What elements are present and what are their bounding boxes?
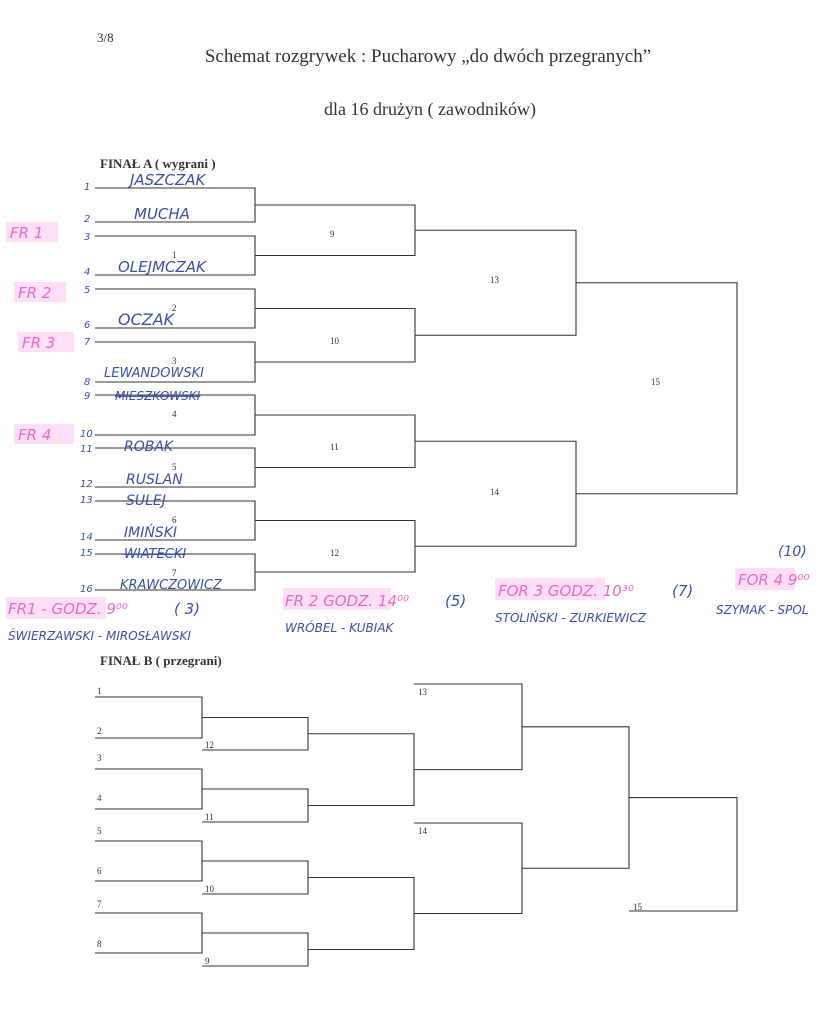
player-name: OCZAK xyxy=(118,310,175,329)
slot-number: 12 xyxy=(80,479,93,490)
player-name: JASZCZAK xyxy=(130,171,206,189)
schedule-number: (5) xyxy=(445,592,467,610)
slot-number: 16 xyxy=(80,584,93,595)
slot-number: 2 xyxy=(84,214,91,225)
match-number: 13 xyxy=(490,275,499,285)
slot-number: 5 xyxy=(84,285,91,296)
match-number: 12 xyxy=(330,548,339,558)
player-name: ROBAK xyxy=(124,439,174,455)
final-b-match-numbers xyxy=(205,687,643,966)
bracket-line xyxy=(202,718,308,751)
player-name: LEWANDOWSKI xyxy=(104,366,204,381)
bracket-line xyxy=(576,283,737,494)
player-name: WIATECKI xyxy=(124,547,187,562)
bracket-line xyxy=(202,789,308,822)
schedule-number: (7) xyxy=(672,582,694,600)
schedule-players: STOLIŃSKI - ZURKIEWICZ xyxy=(495,611,646,625)
slot-number: 8 xyxy=(84,377,91,388)
bracket-line xyxy=(95,769,202,809)
player-name: RUSLAN xyxy=(126,472,183,488)
bracket-line xyxy=(414,684,522,770)
bracket-line xyxy=(308,878,414,950)
schedule-players: SZYMAK - SPOL xyxy=(716,603,809,617)
match-number: 14 xyxy=(418,826,427,836)
schedule-number: (10) xyxy=(778,544,807,560)
slot-number: 14 xyxy=(80,532,93,543)
schedule-players: WRÓBEL - KUBIAK xyxy=(285,621,394,635)
match-number: 2 xyxy=(172,303,177,313)
player-name: KRAWCZOWICZ xyxy=(120,578,222,593)
slot-number: 5 xyxy=(97,826,102,836)
slot-number: 8 xyxy=(97,939,102,949)
bracket-line xyxy=(414,823,522,914)
bracket-line xyxy=(95,913,202,953)
match-number: 15 xyxy=(633,902,642,912)
slot-number: 7 xyxy=(84,337,91,348)
final-b-bracket xyxy=(95,684,737,966)
match-number: 11 xyxy=(330,442,339,452)
match-number: 7 xyxy=(172,568,177,578)
match-number: 15 xyxy=(651,377,660,387)
page-subtitle: dla 16 drużyn ( zawodników) xyxy=(324,99,536,119)
match-number: 10 xyxy=(205,884,214,894)
final-a-match-numbers xyxy=(172,229,661,578)
slot-number: 7 xyxy=(97,899,102,909)
final-b-slot-numbers xyxy=(97,686,102,949)
bracket-line xyxy=(308,734,414,806)
slot-number: 6 xyxy=(84,320,91,331)
bracket-line xyxy=(255,205,415,256)
schedule-court: FR 2 GODZ. 14⁰⁰ xyxy=(285,592,410,610)
page-number: 3/8 xyxy=(97,30,114,45)
player-name: MUCHA xyxy=(134,205,190,223)
bracket-line xyxy=(95,697,202,738)
page-title: Schemat rozgrywek : Pucharowy „do dwóch przegranych” xyxy=(204,46,652,67)
final-b-label: FINAŁ B ( przegrani) xyxy=(100,653,222,668)
match-number: 4 xyxy=(172,409,177,419)
match-number: 13 xyxy=(418,687,427,697)
slot-number: 2 xyxy=(97,726,102,736)
schedule-court: FOR 4 9⁰⁰ xyxy=(738,571,810,589)
slot-number: 13 xyxy=(80,495,93,506)
match-number: 10 xyxy=(330,336,339,346)
slot-number: 6 xyxy=(97,866,102,876)
slot-number: 10 xyxy=(80,429,93,440)
match-number: 1 xyxy=(172,250,177,260)
court-marks xyxy=(6,222,74,444)
slot-number: 11 xyxy=(80,444,93,455)
bracket-line xyxy=(629,798,737,911)
match-number: 6 xyxy=(172,515,177,525)
bracket-line xyxy=(522,727,629,868)
slot-number: 3 xyxy=(97,753,102,763)
player-name: IMIŃSKI xyxy=(124,525,178,541)
bracket-line xyxy=(202,861,308,894)
bracket-line xyxy=(202,933,308,966)
court-mark: FR 3 xyxy=(22,334,56,352)
match-number: 9 xyxy=(205,956,210,966)
match-number: 5 xyxy=(172,462,177,472)
slot-number: 3 xyxy=(84,232,91,243)
slot-number: 1 xyxy=(84,182,91,193)
schedule-court: FOR 3 GODZ. 10³⁰ xyxy=(498,582,634,600)
match-number: 9 xyxy=(330,229,335,239)
match-number: 3 xyxy=(172,356,177,366)
schedule-players: ŚWIERZAWSKI - MIROSŁAWSKI xyxy=(8,629,191,643)
match-number: 14 xyxy=(490,487,499,497)
match-number: 12 xyxy=(205,740,214,750)
court-mark: FR 4 xyxy=(18,426,52,444)
court-mark: FR 1 xyxy=(10,224,44,242)
court-mark: FR 2 xyxy=(18,284,52,302)
slot-number: 4 xyxy=(84,267,91,278)
bracket-line xyxy=(95,841,202,881)
final-a-slot-numbers xyxy=(80,182,93,595)
schedule-number: ( 3) xyxy=(174,600,201,618)
match-number: 11 xyxy=(205,812,214,822)
player-name: SULEJ xyxy=(126,493,166,509)
slot-number: 4 xyxy=(97,793,102,803)
player-name: MIESZKOWSKI xyxy=(115,389,201,403)
final-a-label: FINAŁ A ( wygrani ) xyxy=(100,156,216,171)
slot-number: 15 xyxy=(80,548,93,559)
slot-number: 1 xyxy=(97,686,102,696)
player-name: OLEJMCZAK xyxy=(118,258,206,276)
slot-number: 9 xyxy=(84,391,91,402)
bracket-line xyxy=(255,521,415,573)
schedule-court: FR1 - GODZ. 9⁰⁰ xyxy=(8,600,128,618)
